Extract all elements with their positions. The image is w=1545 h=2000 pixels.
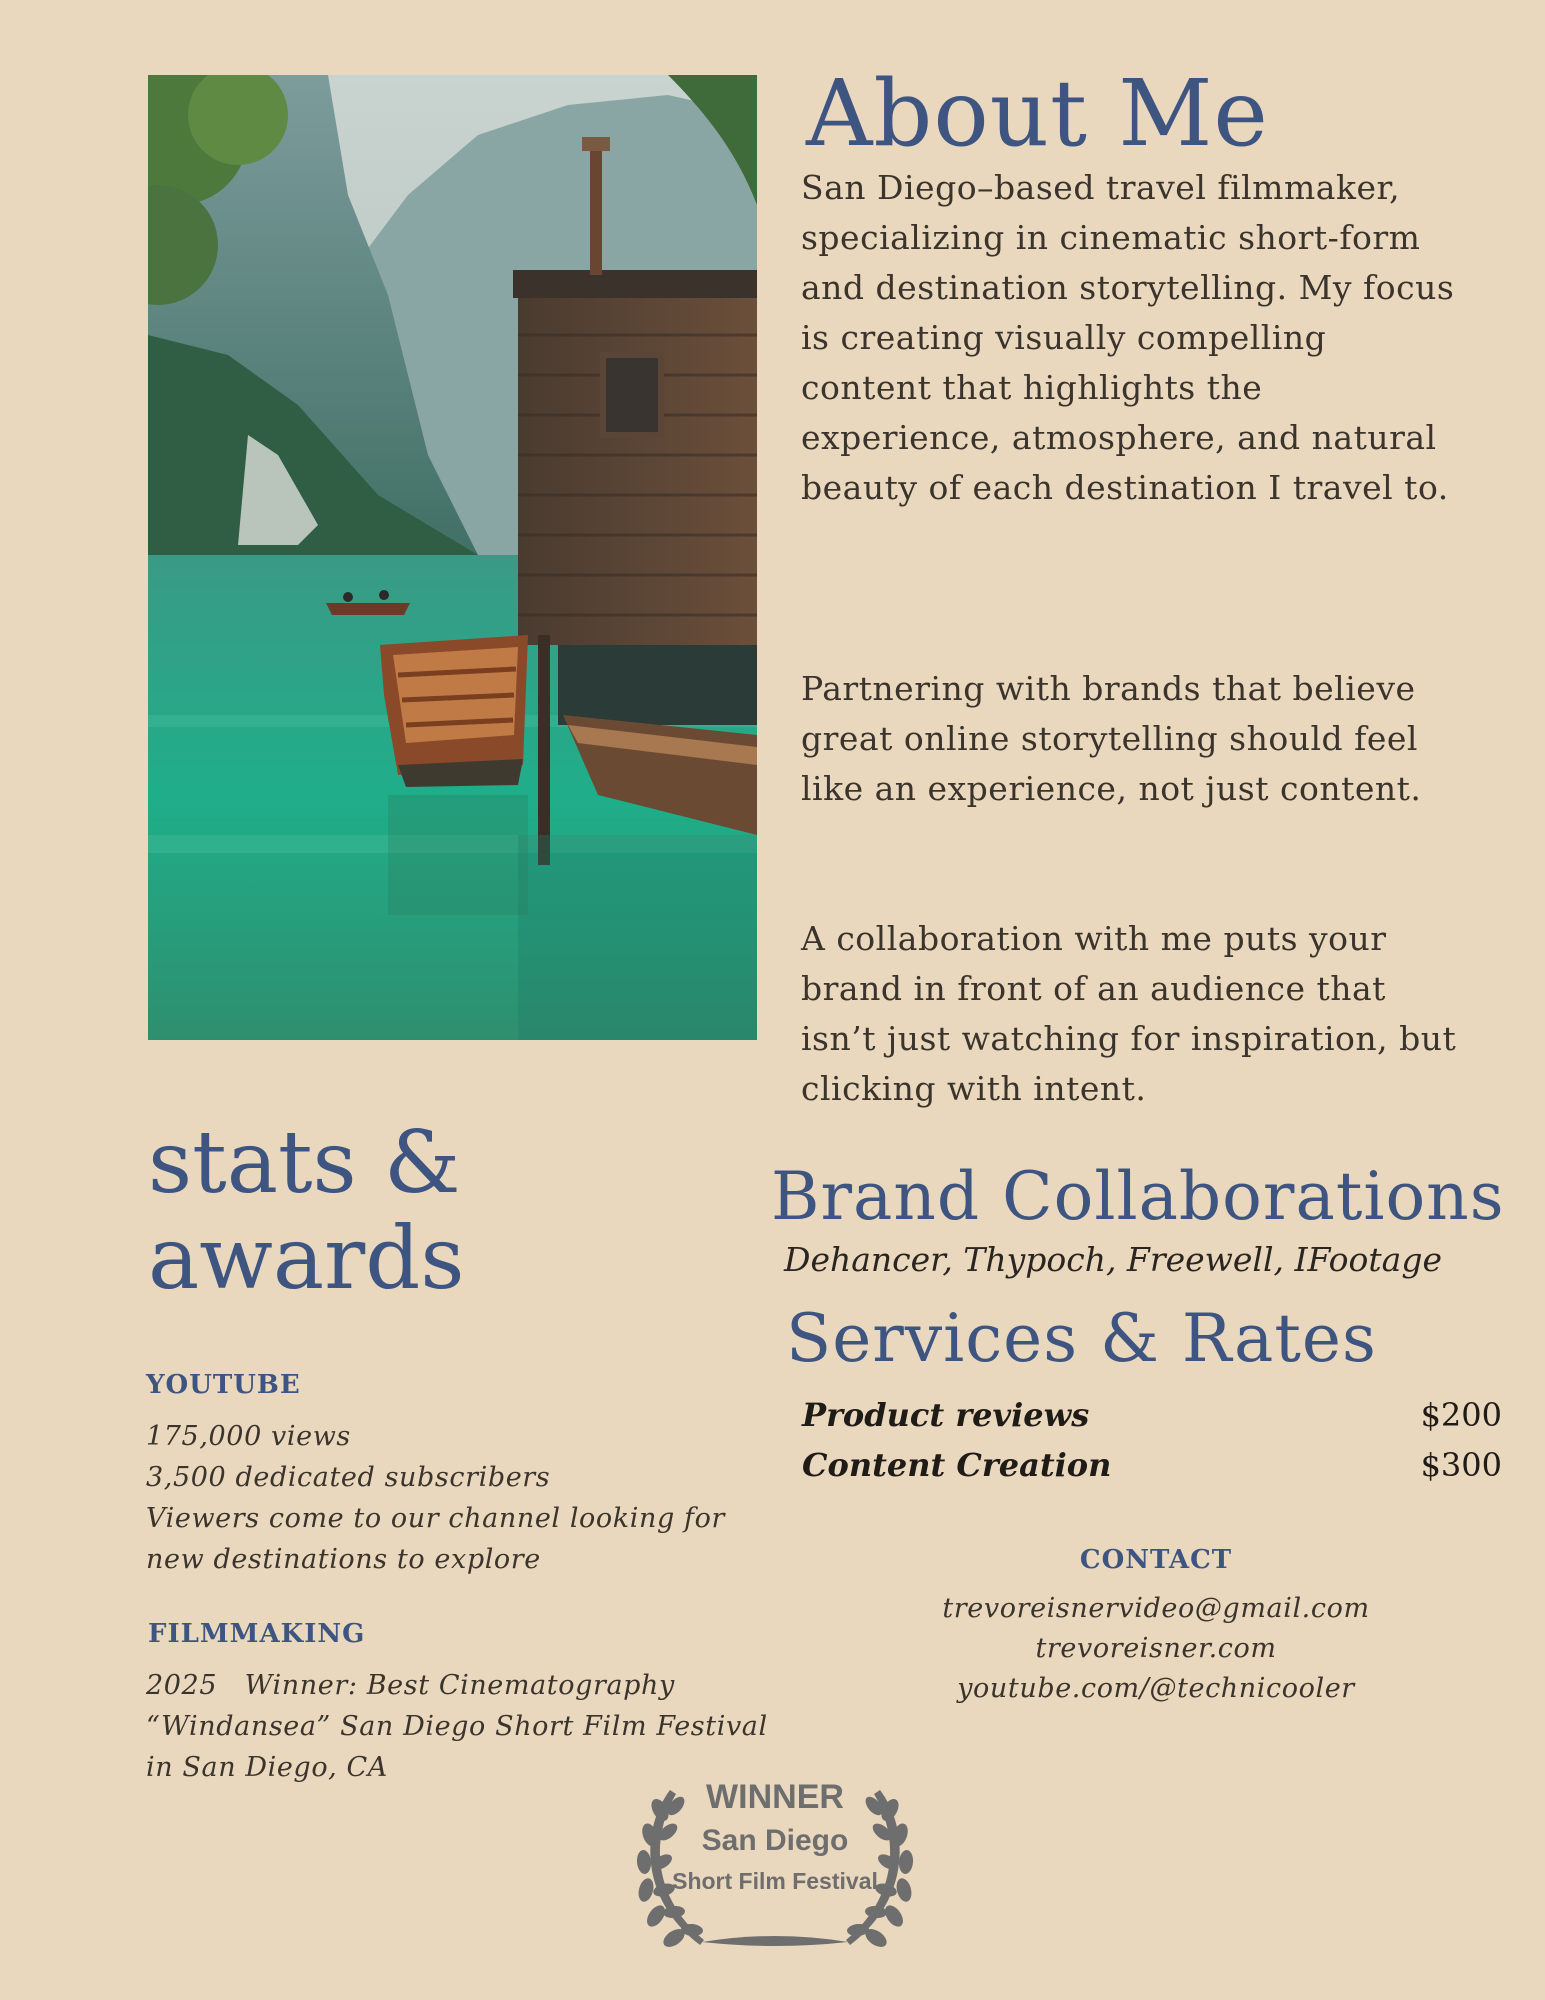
rate-name: Product reviews bbox=[802, 1396, 1090, 1434]
youtube-subscribers: 3,500 dedicated subscribers bbox=[146, 1462, 551, 1493]
about-title: About Me bbox=[806, 60, 1269, 167]
badge-festival-text: Short Film Festival bbox=[672, 1868, 878, 1894]
youtube-description-2: new destinations to explore bbox=[146, 1544, 541, 1575]
award-line-2: “Windansea” San Diego Short Film Festival bbox=[146, 1711, 768, 1742]
stats-title bbox=[148, 1115, 548, 1307]
rate-name: Content Creation bbox=[802, 1446, 1112, 1484]
badge-city-text: San Diego bbox=[701, 1824, 849, 1857]
contact-website[interactable]: trevoreisner.com bbox=[1035, 1633, 1277, 1664]
rate-row-product-reviews bbox=[802, 1396, 1502, 1446]
award-line-3: in San Diego, CA bbox=[146, 1752, 388, 1783]
services-rates-title: Services & Rates bbox=[786, 1300, 1377, 1377]
award-line-1: 2025 Winner: Best Cinematography bbox=[146, 1670, 675, 1701]
rate-price: $200 bbox=[1420, 1396, 1502, 1434]
contact-youtube[interactable]: youtube.com/@technicooler bbox=[957, 1673, 1355, 1704]
about-paragraph-3: A collaboration with me puts your brand in front of an audience that isn’t just watching for inspiration, but clicking with intent. bbox=[801, 919, 1457, 1108]
rate-row-content-creation bbox=[802, 1446, 1502, 1496]
stats-title-line-1: stats & bbox=[148, 1113, 461, 1213]
contact-heading: CONTACT bbox=[1079, 1545, 1233, 1575]
brand-list: Dehancer, Thypoch, Freewell, IFootage bbox=[784, 1240, 1442, 1279]
winner-laurel-badge bbox=[630, 1770, 920, 1970]
lake-boathouse-photo bbox=[148, 75, 757, 1040]
about-paragraph-2: Partnering with brands that believe great online storytelling should feel like an experience, not just content. bbox=[801, 669, 1422, 808]
badge-winner-text: WINNER bbox=[706, 1778, 844, 1816]
stats-title-line-2: awards bbox=[148, 1209, 465, 1309]
rate-price: $300 bbox=[1420, 1446, 1502, 1484]
about-paragraph-1: San Diego–based travel filmmaker, specializing in cinematic short-form and destination storytelling. My focus is creating visually compelling content that highlights the experience, atmosphere, and natural beauty of each destination I travel to. bbox=[801, 168, 1455, 507]
youtube-description-1: Viewers come to our channel looking for bbox=[146, 1503, 725, 1534]
youtube-views: 175,000 views bbox=[146, 1421, 351, 1452]
contact-email[interactable]: trevoreisnervideo@gmail.com bbox=[942, 1593, 1370, 1624]
brand-collaborations-title: Brand Collaborations bbox=[771, 1158, 1505, 1235]
filmmaking-heading: FILMMAKING bbox=[148, 1619, 366, 1649]
youtube-heading: YOUTUBE bbox=[146, 1370, 301, 1400]
